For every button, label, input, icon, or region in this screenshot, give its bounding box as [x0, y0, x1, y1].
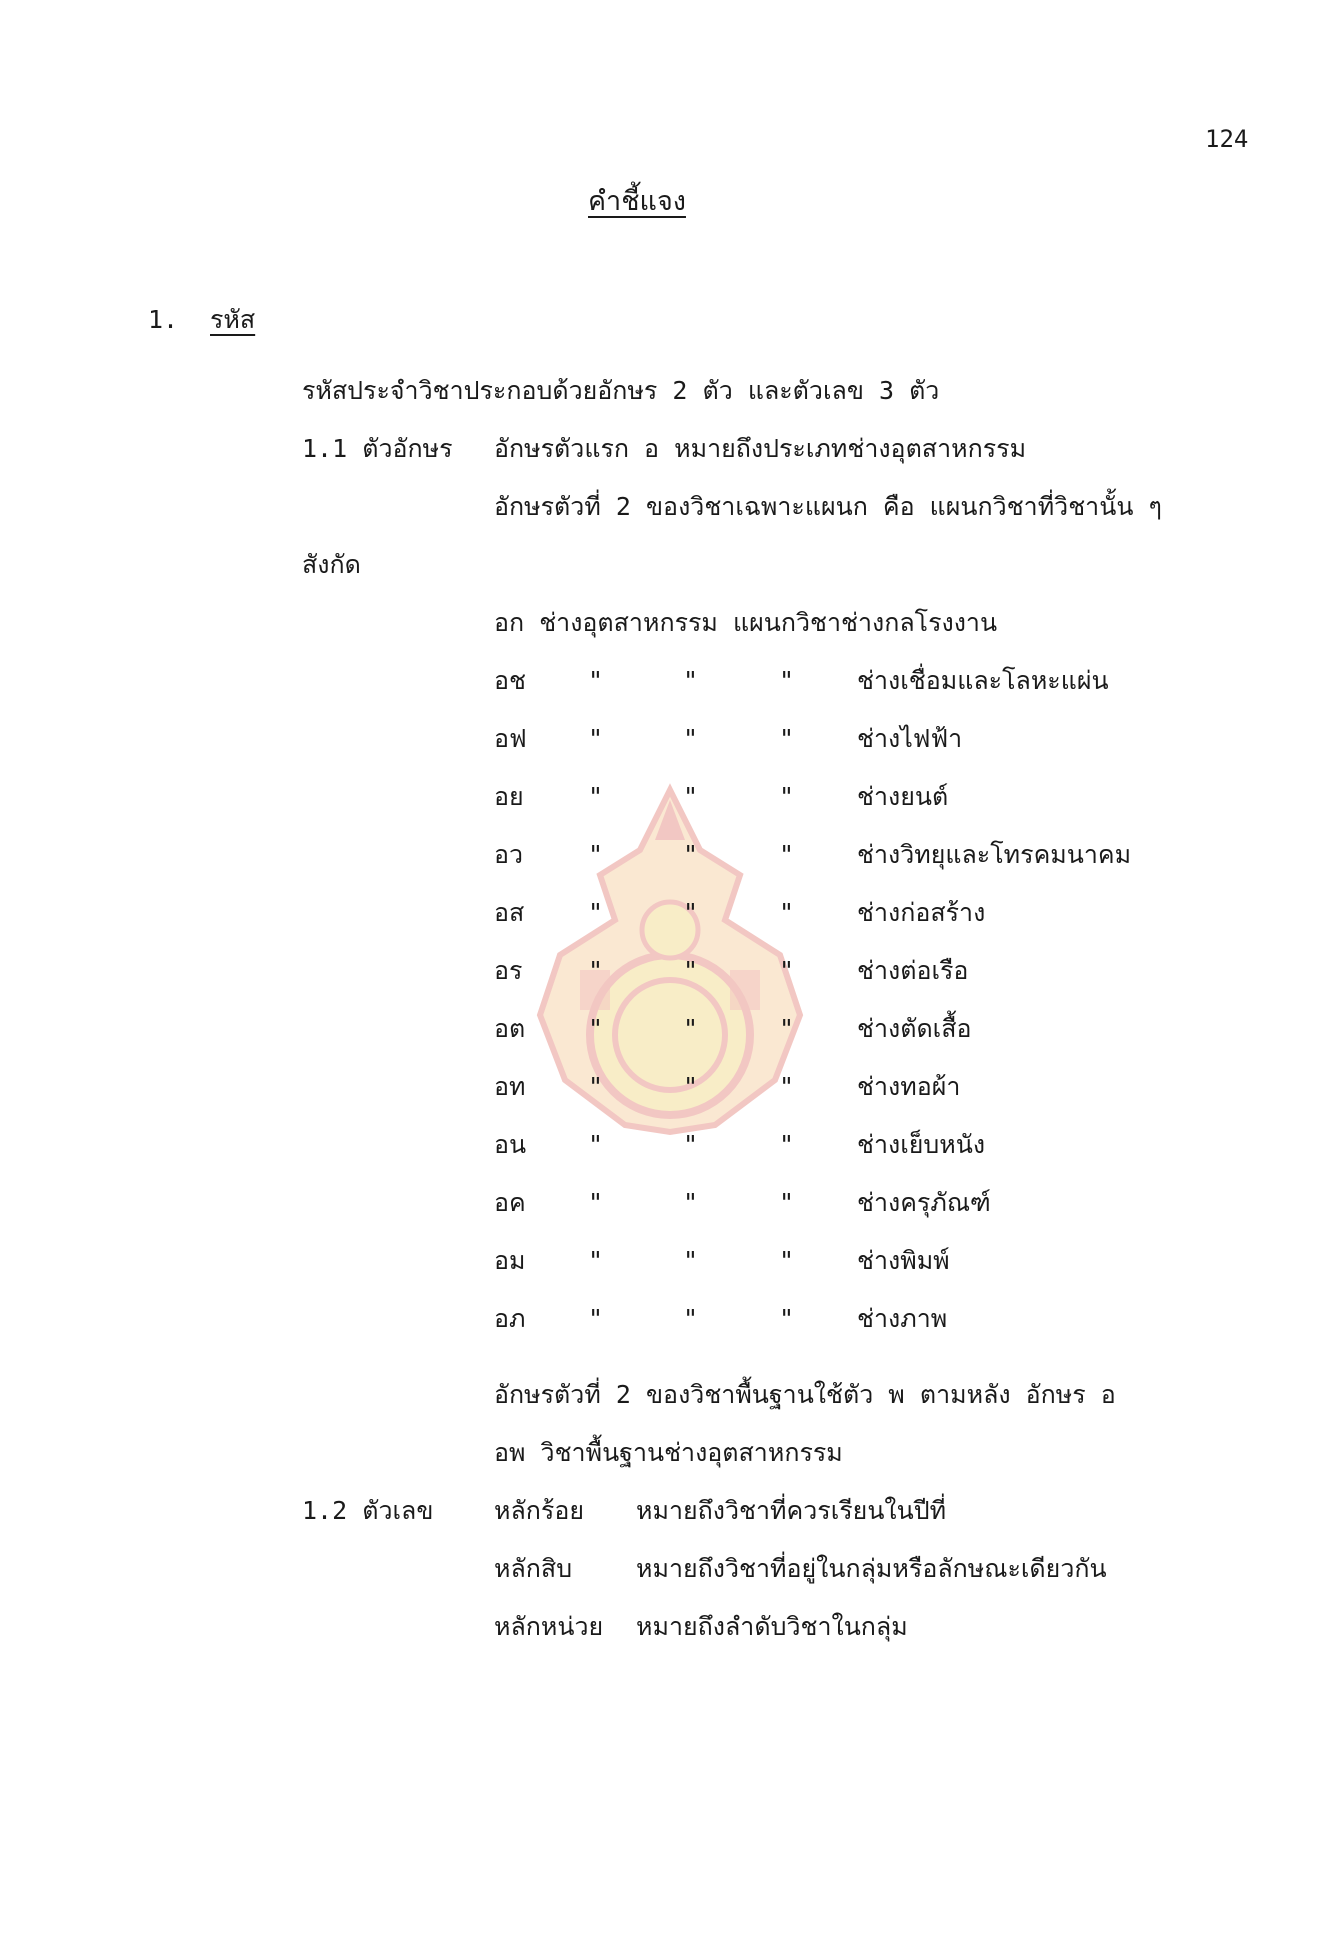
ditto-mark: " [683, 1246, 699, 1275]
ditto-mark: " [683, 1072, 699, 1101]
ditto-mark: " [779, 1014, 795, 1043]
ditto-mark: " [779, 724, 795, 753]
subsection-1-2-label: 1.2 ตัวเลข [302, 1496, 434, 1525]
second-letter-text-2: สังกัด [302, 550, 361, 579]
ditto-mark: " [683, 666, 699, 695]
ditto-mark: " [588, 1072, 604, 1101]
ditto-mark: " [588, 956, 604, 985]
section-number: 1. [148, 305, 179, 334]
department-code: อน [494, 1130, 527, 1159]
department-name: ช่างต่อเรือ [857, 956, 969, 985]
digit-meaning: หมายถึงลำดับวิชาในกลุ่ม [636, 1612, 908, 1641]
digit-meaning: หมายถึงวิชาที่ควรเรียนในปีที่ [636, 1496, 947, 1525]
department-code: อว [494, 840, 524, 869]
ditto-mark: " [588, 840, 604, 869]
department-code: อย [494, 782, 524, 811]
ditto-mark: " [588, 898, 604, 927]
intro-text: รหัสประจำวิชาประกอบด้วยอักษร 2 ตัว และตัวเลข 3 ตัว [302, 376, 940, 405]
ditto-mark: " [779, 782, 795, 811]
first-letter-text: อักษรตัวแรก อ หมายถึงประเภทช่างอุตสาหกรรม [494, 434, 1027, 463]
section-heading: รหัส [210, 305, 256, 334]
department-name: ช่างพิมพ์ [857, 1246, 950, 1275]
ditto-mark: " [779, 1304, 795, 1333]
department-name: ช่างทอผ้า [857, 1072, 961, 1101]
ditto-mark: " [683, 1014, 699, 1043]
department-code: อม [494, 1246, 526, 1275]
department-code: อส [494, 898, 525, 927]
page-number: 124 [1205, 125, 1249, 153]
ditto-mark: " [683, 840, 699, 869]
digit-place: หลักสิบ [494, 1554, 573, 1583]
ditto-mark: " [683, 724, 699, 753]
second-letter-text-1: อักษรตัวที่ 2 ของวิชาเฉพาะแผนก คือ แผนกวิชาที่วิชานั้น ๆ [494, 492, 1162, 521]
ditto-mark: " [588, 782, 604, 811]
seal-watermark-icon [525, 780, 815, 1140]
ditto-mark: " [588, 724, 604, 753]
department-name: ช่างครุภัณฑ์ [857, 1188, 991, 1217]
department-code: อช [494, 666, 526, 695]
department-name: ช่างเย็บหนัง [857, 1130, 986, 1159]
department-name: ช่างยนต์ [857, 782, 949, 811]
ditto-mark: " [779, 1130, 795, 1159]
ditto-mark: " [779, 1188, 795, 1217]
ditto-mark: " [779, 666, 795, 695]
ditto-mark: " [588, 1246, 604, 1275]
subsection-1-1-label: 1.1 ตัวอักษร [302, 434, 453, 463]
ditto-mark: " [683, 1304, 699, 1333]
digit-place: หลักร้อย [494, 1496, 585, 1525]
ditto-mark: " [779, 956, 795, 985]
ditto-mark: " [683, 782, 699, 811]
ditto-mark: " [683, 1130, 699, 1159]
ditto-mark: " [588, 1014, 604, 1043]
department-name: ช่างเชื่อมและโลหะแผ่น [857, 666, 1109, 695]
department-code: อภ [494, 1304, 526, 1333]
ditto-mark: " [683, 1188, 699, 1217]
department-name: ช่างก่อสร้าง [857, 898, 986, 927]
department-first-row: อก ช่างอุตสาหกรรม แผนกวิชาช่างกลโรงงาน [494, 608, 998, 637]
department-code: อร [494, 956, 523, 985]
digit-meaning: หมายถึงวิชาที่อยู่ในกลุ่มหรือลักษณะเดียวกัน [636, 1554, 1107, 1583]
department-code: อต [494, 1014, 526, 1043]
department-code: อท [494, 1072, 526, 1101]
ditto-mark: " [779, 840, 795, 869]
department-name: ช่างภาพ [857, 1304, 948, 1333]
basic-subject-text-2: อพ วิชาพื้นฐานช่างอุตสาหกรรม [494, 1438, 843, 1467]
ditto-mark: " [683, 898, 699, 927]
department-code: อฟ [494, 724, 527, 753]
department-name: ช่างตัดเสื้อ [857, 1014, 972, 1043]
digit-place: หลักหน่วย [494, 1612, 604, 1641]
ditto-mark: " [588, 1188, 604, 1217]
ditto-mark: " [588, 1304, 604, 1333]
department-name: ช่างไฟฟ้า [857, 724, 963, 753]
department-name: ช่างวิทยุและโทรคมนาคม [857, 840, 1132, 869]
ditto-mark: " [779, 898, 795, 927]
ditto-mark: " [779, 1246, 795, 1275]
page-title: คำชี้แจง [588, 186, 686, 217]
ditto-mark: " [588, 1130, 604, 1159]
ditto-mark: " [779, 1072, 795, 1101]
basic-subject-text-1: อักษรตัวที่ 2 ของวิชาพื้นฐานใช้ตัว พ ตามหลัง อักษร อ [494, 1380, 1116, 1409]
department-code: อค [494, 1188, 526, 1217]
ditto-mark: " [683, 956, 699, 985]
ditto-mark: " [588, 666, 604, 695]
